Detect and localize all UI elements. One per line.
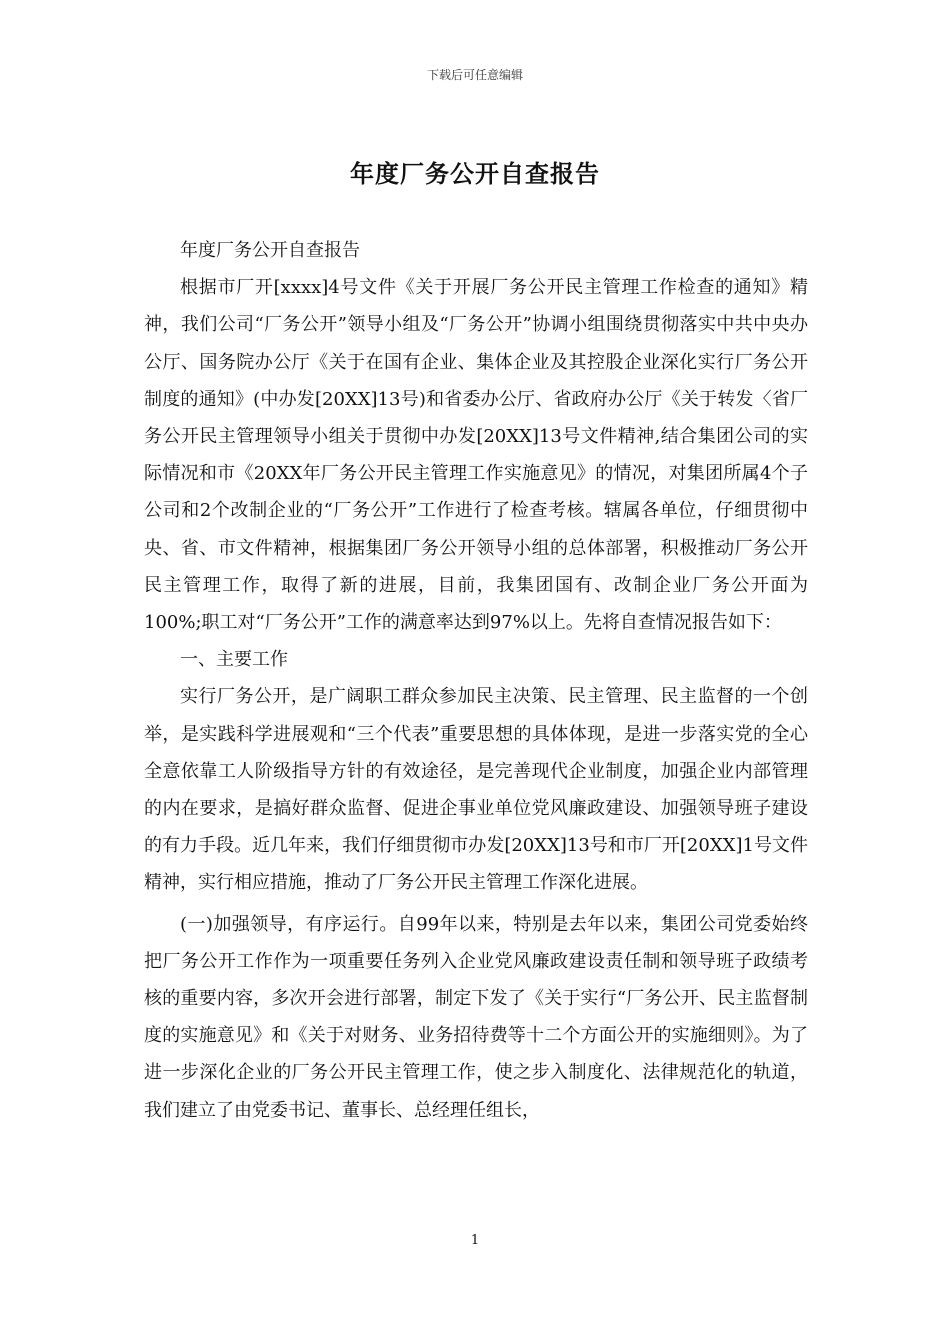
paragraph-significance: 实行厂务公开，是广阔职工群众参加民主决策、民主管理、民主监督的一个创举，是实践科学进展观和“三个代表”重要思想的具体体现，是进一步落实党的全心全意依靠工人阶级指导方针的有效途径，是完善现代企业制度，加强企业内部管理的内在要求，是搞好群众监督、促进企事业单位党风廉政建设、加强领导班子建设的有力手段。近几年来，我们仔细贯彻市办发[20XX]13号和市厂开[20XX]1号文件精神，实行相应措施，推动了厂务公开民主管理工作深化进展。 — [144, 686, 808, 894]
page-number: 1 — [470, 1233, 480, 1248]
header-note: 下载后可任意编辑 — [426, 68, 523, 82]
section-heading-main-work: 一、主要工作 — [180, 649, 288, 671]
paragraph-intro: 根据市厂开[xxxx]4号文件《关于开展厂务公开民主管理工作检查的通知》精神，我们公司“厂务公开”领导小组及“厂务公开”协调小组围绕贯彻落实中共中央办公厅、国务院办公厅《关于在国有企业、集体企业及其控股企业深化实行厂务公开制度的通知》(中办发[20XX]13号)和省委办公厅、省政府办公厅《关于转发〈省厂务公开民主管理领导小组关于贯彻中办发[20XX]13号文件精神,结合集团公司的实际情况和市《20XX年厂务公开民主管理工作实施意见》的情况，对集团所属4个子公司和2个改制企业的“厂务公开”工作进行了检查考核。辖属各单位，仔细贯彻中央、省、市文件精神，根据集团厂务公开领导小组的总体部署，积极推动厂务公开民主管理工作，取得了新的进展，目前，我集团国有、改制企业厂务公开面为100%;职工对“厂务公开”工作的满意率达到97%以上。先将自查情况报告如下： — [144, 277, 808, 634]
document-body — [144, 232, 808, 1129]
paragraph-leadership: (一)加强领导，有序运行。自99年以来，特别是去年以来，集团公司党委始终把厂务公开工作作为一项重要任务列入企业党风廉政建设责任制和领导班子政绩考核的重要内容，多次开会进行部署，制定下发了《关于实行“厂务公开、民主监督制度的实施意见》和《关于对财务、业务招待费等十二个方面公开的实施细则》。为了进一步深化企业的厂务公开民主管理工作，使之步入制度化、法律规范化的轨道，我们建立了由党委书记、董事长、总经理任组长， — [144, 913, 808, 1121]
paragraph-subtitle: 年度厂务公开自查报告 — [180, 240, 360, 261]
document-title: 年度厂务公开自查报告 — [350, 160, 600, 188]
